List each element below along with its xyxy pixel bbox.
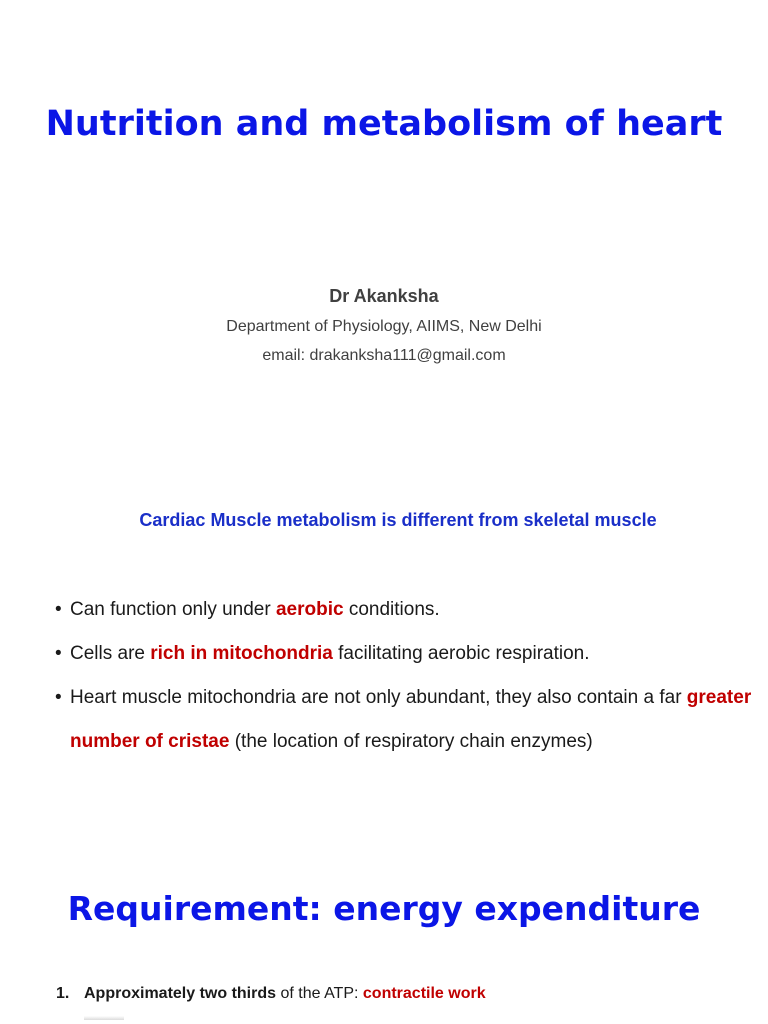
item-highlight: contractile work — [362, 985, 486, 1002]
bullet-highlight: greater number of cristae — [70, 687, 752, 752]
metabolism-slide — [0, 480, 768, 840]
slide-title: Requirement: energy expenditure — [67, 889, 701, 928]
page-cutoff-fade — [84, 1016, 124, 1020]
bullet-highlight: rich in mitochondria — [150, 643, 333, 664]
bullet-item — [55, 588, 755, 632]
energy-slide — [0, 840, 768, 1024]
email-line: email: drakanksha111@gmail.com — [262, 347, 506, 364]
title-slide — [0, 0, 768, 480]
bullet-text: Heart muscle mitochondria are not only abundant, they also contain a far — [70, 687, 687, 708]
item-middle: of the ATP: — [276, 985, 363, 1002]
bullet-list — [55, 588, 755, 764]
bullet-highlight: aerobic — [275, 599, 344, 620]
author-name: Dr Akanksha — [329, 286, 439, 306]
slide-subtitle: Cardiac Muscle metabolism is different from skeletal muscle — [139, 510, 657, 530]
slide-title: Nutrition and metabolism of heart — [45, 104, 723, 144]
item-number: 1. — [56, 985, 70, 1002]
bullet-dot-icon: • — [55, 599, 62, 620]
bullet-text-after: (the location of respiratory chain enzymes) — [229, 731, 593, 752]
bullet-item — [55, 676, 755, 764]
numbered-list — [56, 982, 756, 1006]
bullet-text-after: facilitating aerobic respiration. — [332, 643, 590, 664]
bullet-text: Cells are — [70, 643, 151, 664]
department-line: Department of Physiology, AIIMS, New Delhi — [226, 318, 542, 335]
numbered-item — [56, 982, 756, 1006]
bullet-dot-icon: • — [55, 643, 62, 664]
bullet-item — [55, 632, 755, 676]
item-lead: Approximately two thirds — [84, 985, 277, 1002]
bullet-text: Can function only under — [70, 599, 276, 620]
bullet-text-after: conditions. — [343, 599, 440, 620]
bullet-dot-icon: • — [55, 687, 62, 708]
